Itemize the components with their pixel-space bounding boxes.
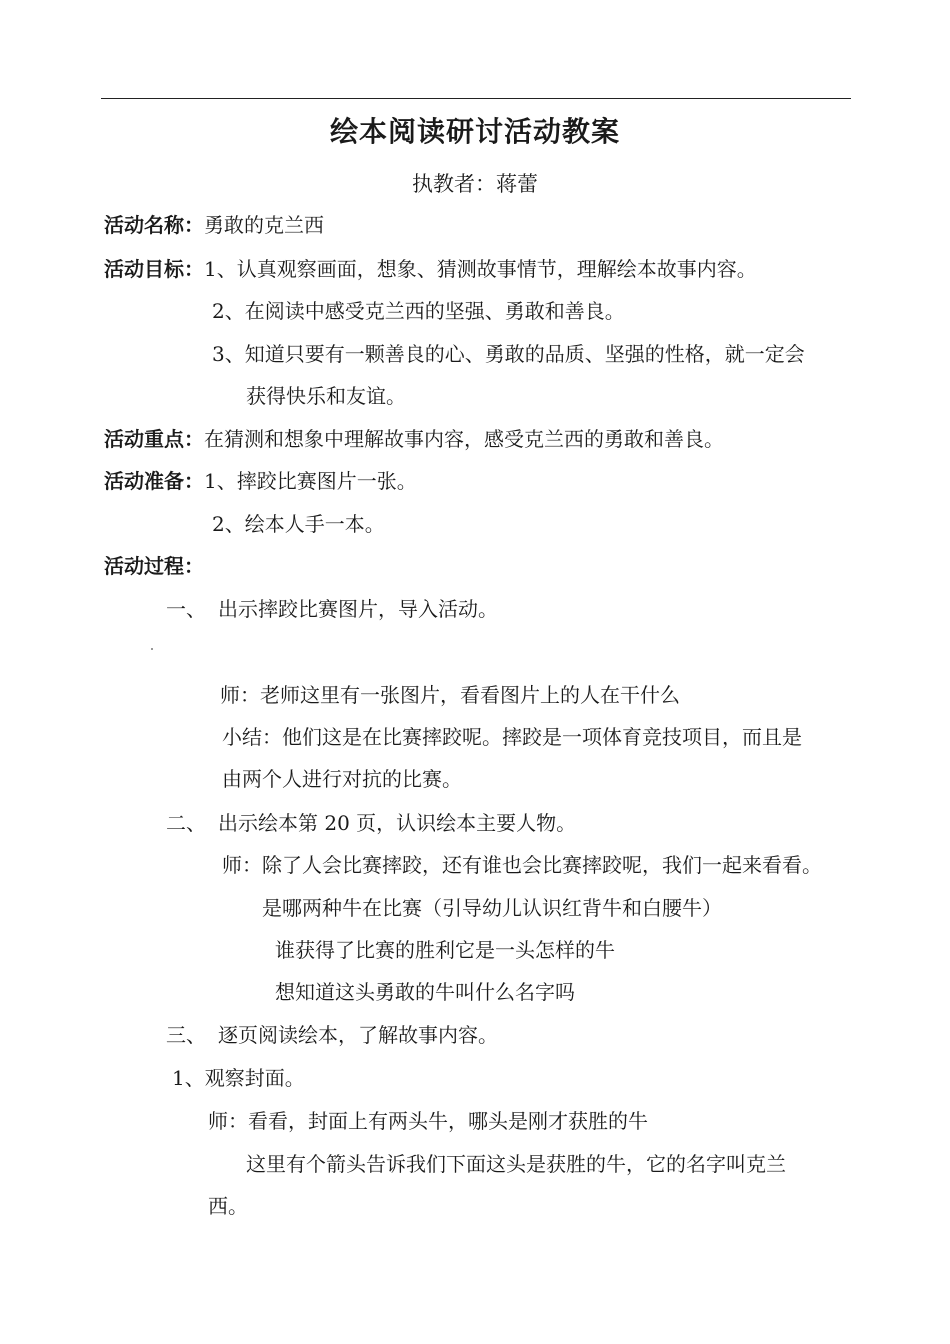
step3-subheading: 1、观察封面。 <box>172 1066 305 1090</box>
preparation-item: 2、绘本人手一本。 <box>212 512 385 536</box>
key-point-label: 活动重点： <box>104 427 204 451</box>
step2-heading: 出示绘本第 20 页，认识绘本主要人物。 <box>218 811 577 835</box>
step3-line: 师：看看，封面上有两头牛，哪头是刚才获胜的牛 <box>208 1109 648 1133</box>
header-rule <box>101 98 851 99</box>
objective-item: 2、在阅读中感受克兰西的坚强、勇敢和善良。 <box>212 299 625 323</box>
step1-number: 一、 <box>166 597 206 621</box>
step3-line: 西。 <box>208 1194 248 1218</box>
step1-heading: 出示摔跤比赛图片，导入活动。 <box>218 597 498 621</box>
step3-line: 这里有个箭头告诉我们下面这头是获胜的牛，它的名字叫克兰 <box>246 1152 786 1176</box>
document-title: 绘本阅读研讨活动教案 <box>329 115 620 148</box>
step1-line: 由两个人进行对抗的比赛。 <box>222 767 462 791</box>
process-label: 活动过程： <box>104 554 204 578</box>
objective-item: 3、知道只要有一颗善良的心、勇敢的品质、坚强的性格，就一定会 <box>212 342 805 366</box>
step2-number: 二、 <box>166 811 206 835</box>
step3-number: 三、 <box>166 1023 206 1047</box>
activity-name-label: 活动名称： <box>104 213 204 237</box>
stray-mark <box>151 648 153 650</box>
objectives-label: 活动目标： <box>104 257 204 281</box>
step3-heading: 逐页阅读绘本，了解故事内容。 <box>218 1023 498 1047</box>
step2-line: 谁获得了比赛的胜利它是一头怎样的牛 <box>275 938 615 962</box>
objective-item: 1、认真观察画面，想象、猜测故事情节，理解绘本故事内容。 <box>204 257 757 281</box>
key-point-value: 在猜测和想象中理解故事内容，感受克兰西的勇敢和善良。 <box>204 427 724 451</box>
preparation-label: 活动准备： <box>104 469 204 493</box>
step1-line: 小结：他们这是在比赛摔跤呢。摔跤是一项体育竞技项目，而且是 <box>222 725 802 749</box>
step2-line: 师：除了人会比赛摔跤，还有谁也会比赛摔跤呢，我们一起来看看。 <box>222 853 822 877</box>
document-author: 执教者：蒋蕾 <box>412 172 538 196</box>
activity-name-row <box>104 212 324 238</box>
step2-line: 想知道这头勇敢的牛叫什么名字吗 <box>275 980 575 1004</box>
preparation-row <box>104 468 417 494</box>
objectives-row <box>104 256 757 282</box>
activity-name-value: 勇敢的克兰西 <box>204 213 324 237</box>
key-point-row <box>104 426 724 452</box>
step2-line: 是哪两种牛在比赛（引导幼儿认识红背牛和白腰牛） <box>262 896 722 920</box>
preparation-item: 1、摔跤比赛图片一张。 <box>204 469 417 493</box>
objective-item-continuation: 获得快乐和友谊。 <box>246 384 406 408</box>
step1-line: 师：老师这里有一张图片，看看图片上的人在干什么 <box>220 683 680 707</box>
